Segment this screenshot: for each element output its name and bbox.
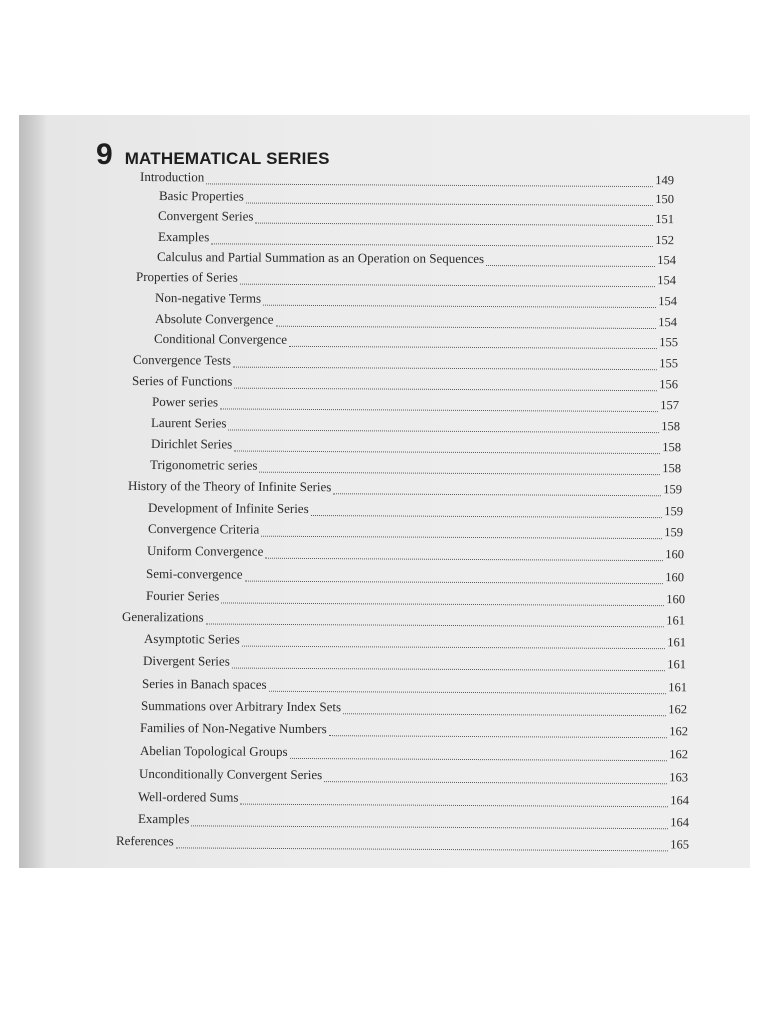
dot-leader xyxy=(324,781,667,784)
toc-entry-page: 160 xyxy=(665,547,685,562)
toc-entry-page: 165 xyxy=(670,837,690,852)
toc-entry-title: Generalizations xyxy=(121,609,204,625)
toc-entry-page: 154 xyxy=(657,253,677,268)
dot-leader xyxy=(343,713,666,716)
toc-entry xyxy=(140,720,688,743)
toc-entry xyxy=(138,789,689,812)
dot-leader xyxy=(244,580,663,584)
toc-entry-page: 159 xyxy=(664,504,684,519)
toc-entry-title: Power series xyxy=(151,394,219,410)
dot-leader xyxy=(240,803,668,807)
toc-entry-page: 154 xyxy=(658,294,678,309)
toc-entry-title: Well-ordered Sums xyxy=(137,789,239,805)
toc-entry-page: 164 xyxy=(670,815,690,830)
dot-leader xyxy=(290,757,668,760)
toc-entry-page: 158 xyxy=(662,440,682,455)
toc-entry-page: 160 xyxy=(666,592,686,607)
toc-entry-title: Basic Properties xyxy=(158,188,244,204)
toc-entry-title: Series of Functions xyxy=(131,373,233,389)
dot-leader xyxy=(221,602,664,606)
toc-entry-page: 163 xyxy=(669,770,689,785)
dot-leader xyxy=(289,345,657,348)
dot-leader xyxy=(276,325,657,328)
dot-leader xyxy=(333,493,661,496)
toc-entry-title: References xyxy=(115,833,174,849)
toc-entry-title: Unconditionally Convergent Series xyxy=(138,766,323,783)
toc-entry xyxy=(151,415,680,438)
toc-entry xyxy=(144,631,686,654)
toc-entry-title: Examples xyxy=(137,811,190,827)
toc-entry-title: History of the Theory of Infinite Series xyxy=(127,478,332,495)
toc-entry-page: 158 xyxy=(661,419,681,434)
toc-entry xyxy=(148,500,683,523)
toc-entry xyxy=(139,766,688,789)
toc-entry xyxy=(150,457,681,480)
dot-leader xyxy=(269,690,667,693)
toc-entry xyxy=(133,352,678,375)
toc-entry-page: 161 xyxy=(667,657,687,672)
toc-entry xyxy=(140,743,688,766)
dot-leader xyxy=(242,645,666,649)
toc-entry xyxy=(141,698,687,721)
toc-entry xyxy=(154,331,678,354)
dot-leader xyxy=(259,471,660,474)
toc-entry-title: Absolute Convergence xyxy=(154,311,274,327)
toc-entry xyxy=(147,543,684,566)
toc-entry xyxy=(122,609,685,632)
dot-leader xyxy=(329,735,668,738)
toc-entry-page: 164 xyxy=(670,793,690,808)
toc-entry-title: Development of Infinite Series xyxy=(147,500,309,516)
dot-leader xyxy=(233,366,657,370)
dot-leader xyxy=(234,387,657,391)
dot-leader xyxy=(176,847,668,851)
toc-entry-title: Fourier Series xyxy=(145,588,220,604)
toc-entry-page: 161 xyxy=(667,635,687,650)
dot-leader xyxy=(311,514,663,517)
toc-entry-page: 159 xyxy=(664,525,684,540)
toc-entry-page: 159 xyxy=(663,482,683,497)
toc-entry xyxy=(142,676,687,699)
toc-entry xyxy=(143,653,686,676)
toc-entry xyxy=(128,478,682,501)
toc-entry-page: 162 xyxy=(669,747,689,762)
toc-entry-page: 158 xyxy=(662,461,682,476)
toc-entry-title: Convergence Tests xyxy=(132,352,231,368)
toc-entry-page: 152 xyxy=(655,233,675,248)
toc-entry-title: Trigonometric series xyxy=(149,457,258,473)
toc-entry-page: 154 xyxy=(657,273,677,288)
dot-leader xyxy=(228,429,659,433)
toc-entry-title: Introduction xyxy=(139,169,205,185)
dot-leader xyxy=(220,408,658,412)
toc-entry-title: Calculus and Partial Summation as an Operation on Sequences xyxy=(156,249,485,266)
toc-entry-title: Series in Banach spaces xyxy=(141,676,267,692)
toc-entry-page: 151 xyxy=(655,212,675,227)
toc-entry xyxy=(116,833,689,856)
toc-entry-title: Abelian Topological Groups xyxy=(139,743,288,759)
toc-entry xyxy=(132,373,678,396)
toc-entry-title: Laurent Series xyxy=(150,415,227,431)
dot-leader xyxy=(234,450,660,454)
toc-entry-page: 150 xyxy=(655,192,675,207)
toc-entry xyxy=(148,521,683,544)
dot-leader xyxy=(265,557,663,560)
toc-entry-title: Divergent Series xyxy=(142,653,230,669)
toc-entry-page: 154 xyxy=(658,315,678,330)
toc-entry-page: 156 xyxy=(659,377,679,392)
toc-entry-title: Conditional Convergence xyxy=(153,331,288,347)
toc-entry-page: 149 xyxy=(655,173,675,188)
dot-leader xyxy=(206,183,653,187)
dot-leader xyxy=(261,535,662,538)
toc-entry xyxy=(136,269,676,292)
chapter-number: 9 xyxy=(96,138,113,171)
dot-leader xyxy=(255,222,653,225)
chapter-title: MATHEMATICAL SERIES xyxy=(124,149,330,168)
toc-entry xyxy=(155,290,677,313)
dot-leader xyxy=(232,667,665,671)
toc-entry xyxy=(151,436,681,459)
dot-leader xyxy=(191,825,668,829)
toc-entry-page: 162 xyxy=(668,702,688,717)
toc-entry-page: 161 xyxy=(668,680,688,695)
toc-entry-page: 161 xyxy=(666,613,686,628)
toc-entry xyxy=(158,208,674,231)
toc-entry-title: Semi-convergence xyxy=(145,566,243,582)
toc-entry-title: Non-negative Terms xyxy=(154,290,262,306)
toc-entry-title: Examples xyxy=(157,229,210,245)
dot-leader xyxy=(246,202,653,205)
dot-leader xyxy=(211,243,653,247)
toc-entry-page: 157 xyxy=(660,398,680,413)
toc-entry-title: Convergence Criteria xyxy=(147,521,260,537)
dot-leader xyxy=(206,623,665,627)
toc-entry xyxy=(146,566,684,589)
toc-entry-page: 155 xyxy=(659,335,679,350)
toc-entry xyxy=(138,811,689,834)
toc-entry-page: 162 xyxy=(669,724,689,739)
toc-entry xyxy=(146,588,685,611)
toc-entry-title: Convergent Series xyxy=(157,208,254,224)
toc-entry-title: Families of Non-Negative Numbers xyxy=(139,720,327,737)
toc-entry-title: Uniform Convergence xyxy=(146,543,264,559)
dot-leader xyxy=(263,304,656,307)
dot-leader xyxy=(486,265,655,267)
toc-entry xyxy=(152,394,679,417)
dot-leader xyxy=(240,283,655,287)
toc-entry-title: Properties of Series xyxy=(135,269,238,285)
toc-entry-page: 160 xyxy=(665,570,685,585)
toc-entry-title: Summations over Arbitrary Index Sets xyxy=(140,698,342,715)
toc-entry-title: Asymptotic Series xyxy=(143,631,240,647)
toc-entry-page: 155 xyxy=(659,356,679,371)
toc-entry-title: Dirichlet Series xyxy=(150,436,233,452)
